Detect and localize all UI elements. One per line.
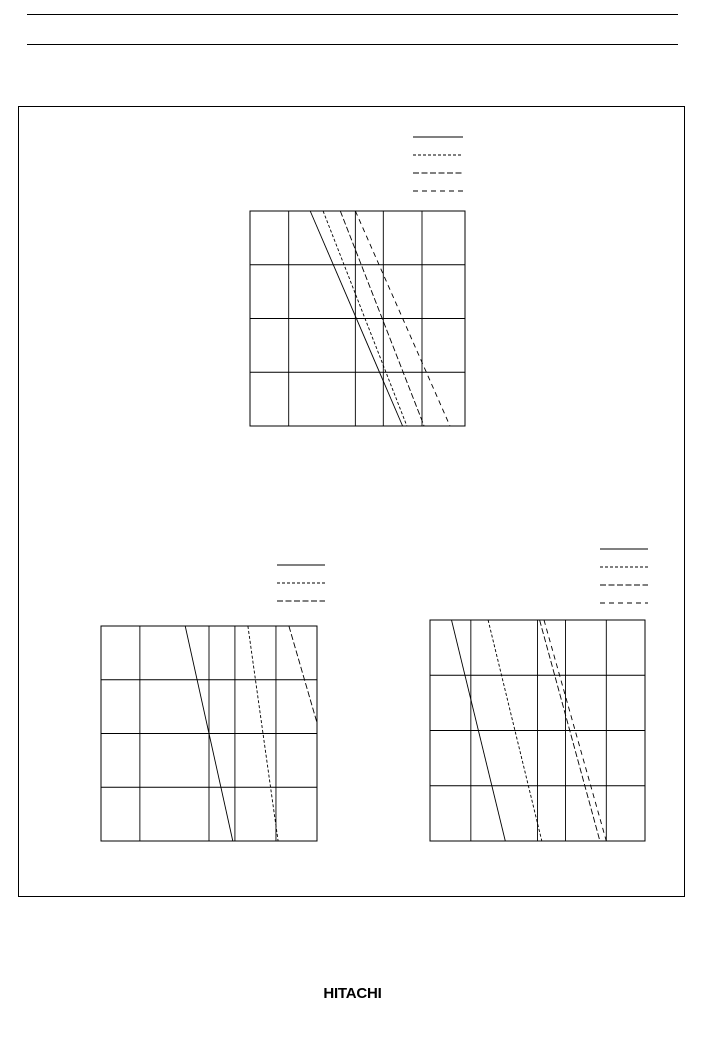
hitachi-logo: HITACHI [323,985,382,1002]
chart-bottom-left-series-3-dashed [289,626,317,723]
